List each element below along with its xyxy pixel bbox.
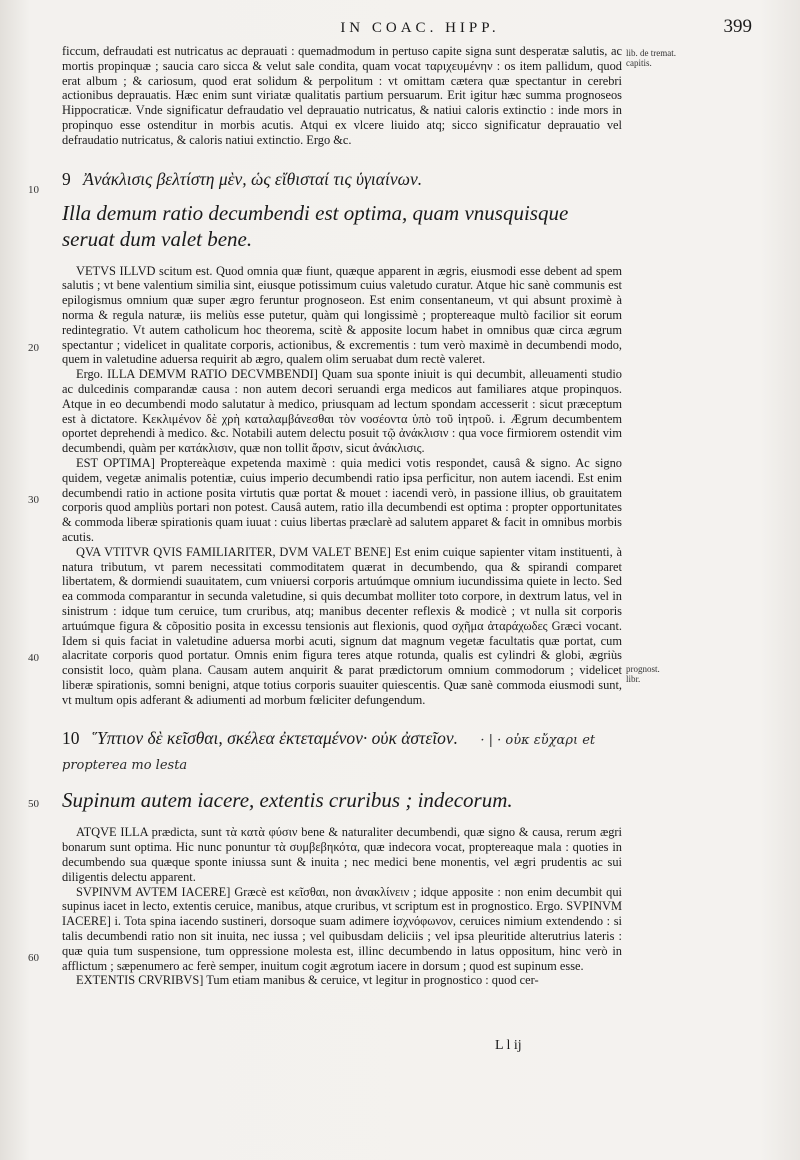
- commentary-paragraph: ficcum, defraudati est nutricatus ac deprauati : quemadmodum in pertuso capite signa sunt desperatæ salutis, ac mortis propinquæ ; saucia caro sicca & velut sale condita, quam vocat ταριχευμένην : os item pallidum, quod erat album ; & cariosum, quod erat solidum & perpolitum : vt omittam cætera quæ spectantur in cerebri actionibus deprauatis. Hæc enim sunt viriatæ qualitatis partium persuarum. Erit igitur hæc summa prognoseos Hippocraticæ. Vnde significatur defraudatio vel deprauatio nutricatus, & natiui caloris extinctio : inde mors in propinquo esse ostenditur in morbis acutis. Atqui ex vlcere liuido atq; sicco significatur deprauatio vel defraudatio nutricatus, & caloris natiui extinctio. Ergo &c.: [62, 44, 622, 147]
- aphorism-9-greek: [62, 168, 622, 190]
- commentary-paragraph: ATQVE ILLA prædicta, sunt τὰ κατὰ φύσιν bene & naturaliter decumbendi, quæ signo & causa, rerum ægri bonarum sunt optima. Hic nunc ponuntur τὰ συμβεβηκότα, quæ indecora vocat, proptereaque mala : quoties in decumbendo sua quæque sponte iniussa sunt & inuita ; nec medici bene monentis, vel ægri prudentis ac sui diligentis delectu apparent.: [62, 825, 622, 884]
- page-number: 399: [723, 16, 752, 37]
- greek-text: Ὕπτιον δὲ κεῖσθαι, σκέλεα ἐκτεταμένον· οὐκ ἀστεῖον.: [91, 728, 458, 749]
- commentary-paragraph: SVPINVM AVTEM IACERE] Græcè est κεῖσθαι, non ἀνακλίνειν ; idque apposite : non enim decumbit qui supinus iacet in lecto, extentis ceruice, manibus, atque cruribus, vt scriptum est in prognostico. Ergo. SVPINVM IACERE] i. Tota spina iacendo sustineri, dorsoque suam adimere ἰσχνόφωνον, ceruices nimium extendendo : si talis decumbendi ratio non sit inuita, nec iussa ; vel quibusdam deliciis ; vel ipsa pleuritide alterutrius lateris : quæ quia tum suspensione, tum oppressione molesta est, illinc decumbendo in latus oppositum, hinc verò in afflictum ; sæpenumero ac ferè semper, inuitum cogit ægrotum iacere in dorsum ; quod est supinum esse.: [62, 884, 622, 973]
- greek-text: Ἀνάκλισις βελτίστη μὲν, ὡς εἴθισταί τις ὑγιαίνων.: [83, 168, 423, 189]
- commentary-paragraph: QVA VTITVR QVIS FAMILIARITER, DVM VALET BENE] Est enim cuique sapienter vitam instituenti, à natura tributum, vt parem necessitati commoditatem quærat in decumbendo, qua & spirandi comparet libertatem, & dormiendi suauitatem, cum vniuersi corporis artuúmque omnium iucundissima quiete in lecto. Sed ea commoda comparantur in secunda valetudine, si quis decumbat molliter toto corpore, in dextrum latus, vel in sinistrum : idque tum ceruice, tum cruribus, atq; manibus decenter reflexis & modicè ; vt nulla sit corporis artuúmque figura & cõpositio posita in excessu tensionis aut flexionis, quod σχῆμα ἀταράχωδες Græci vocant. Idem si quis faciat in valetudine aduersa morbi acuti, signum dat magnum vegetæ facultatis quæ portat, cum alacritate corporis quod portatur. Omnis enim figura teres atque rotunda, qualis est cylindri & globi, ægriùs consistit loco, quàm plana. Causam autem anquirit & parat prædictorum omnium commodorum ; videlicet liberæ spirationis, somni benigni, atque totius corporis suauiter quiescentis. Quæ sanè commoda eiusmodi sunt, vt multum opis adferant & adiumenti ad morbum fœliciter defungendum.: [62, 544, 622, 707]
- running-title: IN COAC. HIPP.: [340, 20, 500, 36]
- line-number: 20: [28, 342, 39, 354]
- main-text-column: [62, 44, 622, 988]
- aphorism-number: 9: [62, 168, 71, 189]
- line-number: 50: [28, 798, 39, 810]
- aphorism-9-latin: Illa demum ratio decumbendi est optima, quam vnusquisque seruat dum valet bene.: [62, 200, 569, 251]
- margin-note-prognostic: prognost. libr.: [626, 664, 660, 684]
- line-number: 10: [28, 184, 39, 196]
- line-number: 30: [28, 494, 39, 506]
- commentary-paragraph: EST OPTIMA] Proptereàque expetenda maximè : quia medici votis respondet, causâ & signo. Ac signo quidem, vegetæ animalis potentiæ, cuius imperio decumbendi ratio ipsa perficitur, non autem iacendi. Est enim decumbendi ratio in actione posita virtutis quæ portat & mouet : iacendi verò, in passione illius, ob grauitatem corporis quod ampliùs portari non potest. Causâ autem, ratio illa decumbendi est optima : propter opportunitates & commoda liberæ spirationis quam iuuat : cuius libertas præclarè ad salutem apparet & facit in omnibus morbis acutis.: [62, 455, 622, 544]
- line-number: 40: [28, 652, 39, 664]
- commentary-paragraph: Ergo. ILLA DEMVM RATIO DECVMBENDI] Quam sua sponte iniuit is qui decumbit, alleuamenti studio ac dulcedinis comparandæ causa : non autem decori seruandi erga medicos aut familiares atque propinquos. Atque in eo decumbendi modo salutatur à medico, priusquam ad lectum spondam accesserit : sicut præceptum est à dictatore. Κεκλιμένον δὲ χρὴ καταλαμβάνεσθαι τὸν νοσέοντα ὑπὸ τοῦ ἰητροῦ. i. Ægrum decumbentem oportet deprehendi à medico. &c. Notabili autem delectu posuit τῷ ἀνάκλισιν : qua voce firmiorem ostendit vim decumbendi, quàm per κατάκλισιν, quæ non tollit ἄρσιν, sicut ἀνάκλισις.: [62, 367, 622, 456]
- line-number: 60: [28, 952, 39, 964]
- aphorism-10-greek: [62, 727, 622, 777]
- signature-mark: L l ij: [495, 1038, 522, 1053]
- aphorism-number: 10: [62, 728, 80, 749]
- commentary-paragraph: EXTENTIS CRVRIBVS] Tum etiam manibus & ceruice, vt legitur in prognostico : quod cer-: [76, 973, 539, 988]
- aphorism-10-latin: Supinum autem iacere, extentis cruribus ; indecorum.: [62, 788, 513, 813]
- margin-note-top: lib. de tremat. capitis.: [626, 48, 676, 68]
- handwritten-annotation: · | · οὐκ εὔχαρι et propterea mo lesta: [62, 733, 596, 774]
- commentary-paragraph: VETVS ILLVD scitum est. Quod omnia quæ fiunt, quæque apparent in ægris, eiusmodi esse debent ad spem salutis ; vt bene valentium similia sint, eiusque potissimum cuius valetudo curatur. Atque hic sanè communis est epilogismus omnium quæ super ægro feruntur prognoseon. Est enim consentaneum, vt qui absunt proximè à norma & regula naturæ, iis meliùs esse putetur, quàm qui longissimè ; proptereaque multò facilior sit eorum redintegratio. Vt autem catholicum hoc theorema, scitè & apposite locum habet in omnibus quæ circa ægrum spectantur ; videlicet in qualitate corporis, actionibus, & excrementis : tum verò maximè in decumbendi modo, quem in valetudine aduersa requirit ab ægro, qualem olim seruabat dum rectè valeret.: [62, 263, 622, 367]
